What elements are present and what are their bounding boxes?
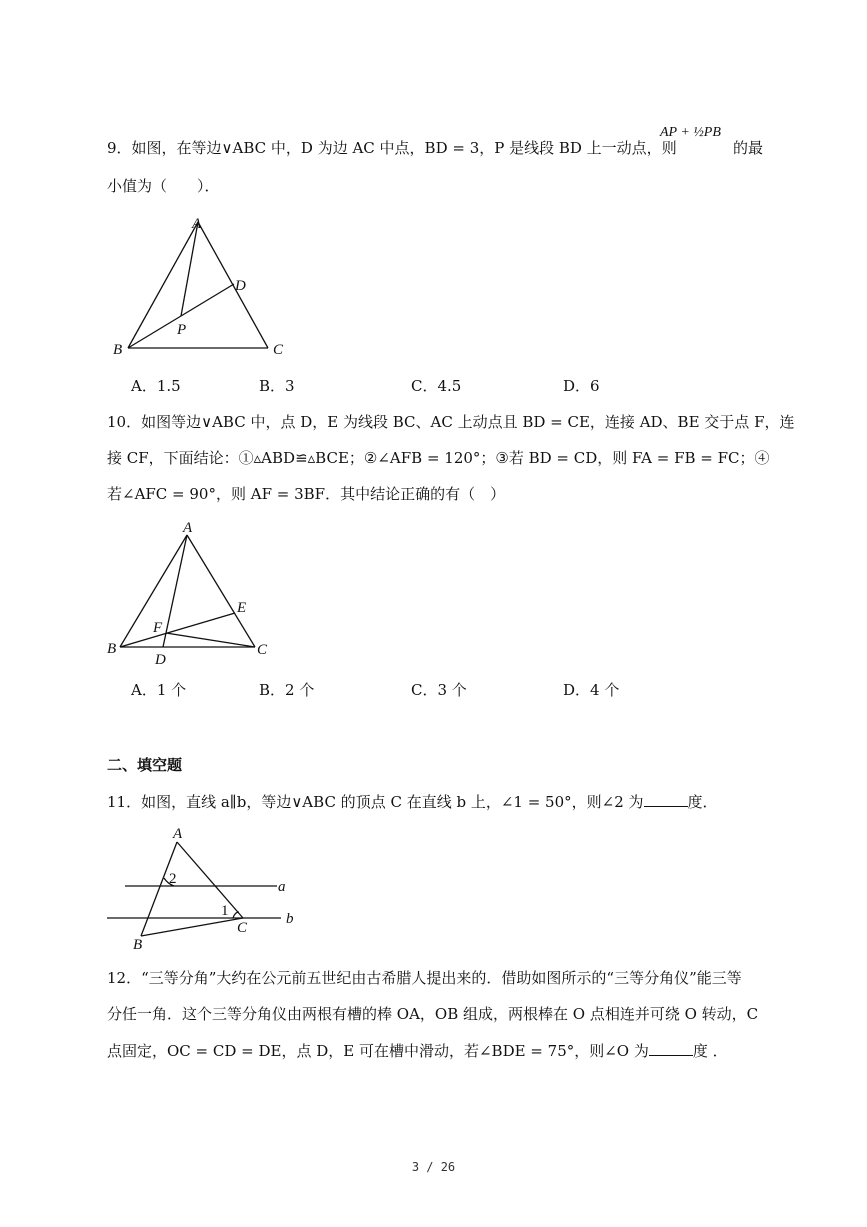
q10-label-e: E <box>237 600 247 616</box>
q10-seg-cf <box>166 633 255 647</box>
q9-label-c: C <box>273 342 284 358</box>
q9-line-2: 小值为（ ）． <box>107 177 220 195</box>
q9-expression: AP + ½PB <box>660 125 721 140</box>
q12-line-2: 分任一角．这个三等分角仪由两根有槽的棒 OA，OB 组成，两根棒在 O 点相连并可绕 O 转动，C <box>107 1005 759 1023</box>
q10-figure <box>103 515 283 670</box>
q11-figure <box>105 822 305 952</box>
q10-label-c: C <box>257 642 268 658</box>
page-number: 3 / 26 <box>411 1160 456 1174</box>
q9-label-p: P <box>177 322 187 338</box>
q10-label-f: F <box>153 620 163 636</box>
q9-option-a: A．1.5 <box>131 377 181 395</box>
q11-line-1: 11．如图，直线 a∥b，等边∨ABC 的顶点 C 在直线 b 上，∠1 = 50°，则∠2 为 度． <box>107 793 718 811</box>
q12-line-3: 点固定，OC = CD = DE，点 D，E 可在槽中滑动，若∠BDE = 75°，则∠O 为 度 ． <box>107 1042 728 1060</box>
q9-line-1 <box>107 138 677 158</box>
q9-seg-ab <box>128 222 198 348</box>
q10-label-a: A <box>183 520 193 536</box>
q11-label-2: 2 <box>169 871 177 887</box>
q10-option-b: B．2 个 <box>259 681 315 699</box>
q9-label-b: B <box>113 342 123 358</box>
q11-seg-bc <box>141 918 243 936</box>
q11-seg-ab <box>141 842 177 936</box>
q12-answer-blank[interactable] <box>649 1041 693 1056</box>
q11-answer-blank[interactable] <box>644 792 688 807</box>
q11-label-a: A <box>173 826 183 842</box>
q10-seg-ac <box>187 535 255 647</box>
q11-label-line-a: a <box>278 879 286 895</box>
q9-line-1-tail: 的最 <box>733 139 764 157</box>
q11-label-b: B <box>133 937 143 952</box>
q10-line-2: 接 CF，下面结论：①▵ABD≌▵BCE；②∠AFB = 120°；③若 BD = CD，则 FA = FB = FC；④ <box>107 449 770 467</box>
q12-line-1: 12．“三等分角”大约在公元前五世纪由古希腊人提出来的．借助如图所示的“三等分角仪”能三等 <box>107 969 742 987</box>
q10-option-a: A．1 个 <box>131 681 187 699</box>
q10-option-d: D．4 个 <box>563 681 620 699</box>
q10-label-d: D <box>155 652 166 668</box>
q9-text-1: 9．如图，在等边∨ABC 中，D 为边 AC 中点，BD = 3，P 是线段 BD 上一动点，则 <box>107 139 677 157</box>
q11-label-line-b: b <box>286 911 294 927</box>
q11-label-c: C <box>237 920 248 936</box>
q9-label-a: A <box>192 216 202 232</box>
q9-option-c: C．4.5 <box>411 377 462 395</box>
q9-option-d: D．6 <box>563 377 600 395</box>
q10-line-3: 若∠AFC = 90°，则 AF = 3BF．其中结论正确的有（ ） <box>107 485 506 503</box>
q10-option-c: C．3 个 <box>411 681 467 699</box>
q9-label-d: D <box>235 278 246 294</box>
q10-line-1: 10．如图等边∨ABC 中，点 D，E 为线段 BC、AC 上动点且 BD = CE，连接 AD、BE 交于点 F，连 <box>107 413 795 431</box>
q10-label-b: B <box>107 641 117 657</box>
section-title: 二、填空题 <box>107 756 183 774</box>
q9-option-b: B．3 <box>259 377 295 395</box>
q11-seg-ac <box>177 842 243 918</box>
q11-label-1: 1 <box>221 903 229 919</box>
q9-figure <box>105 208 305 360</box>
